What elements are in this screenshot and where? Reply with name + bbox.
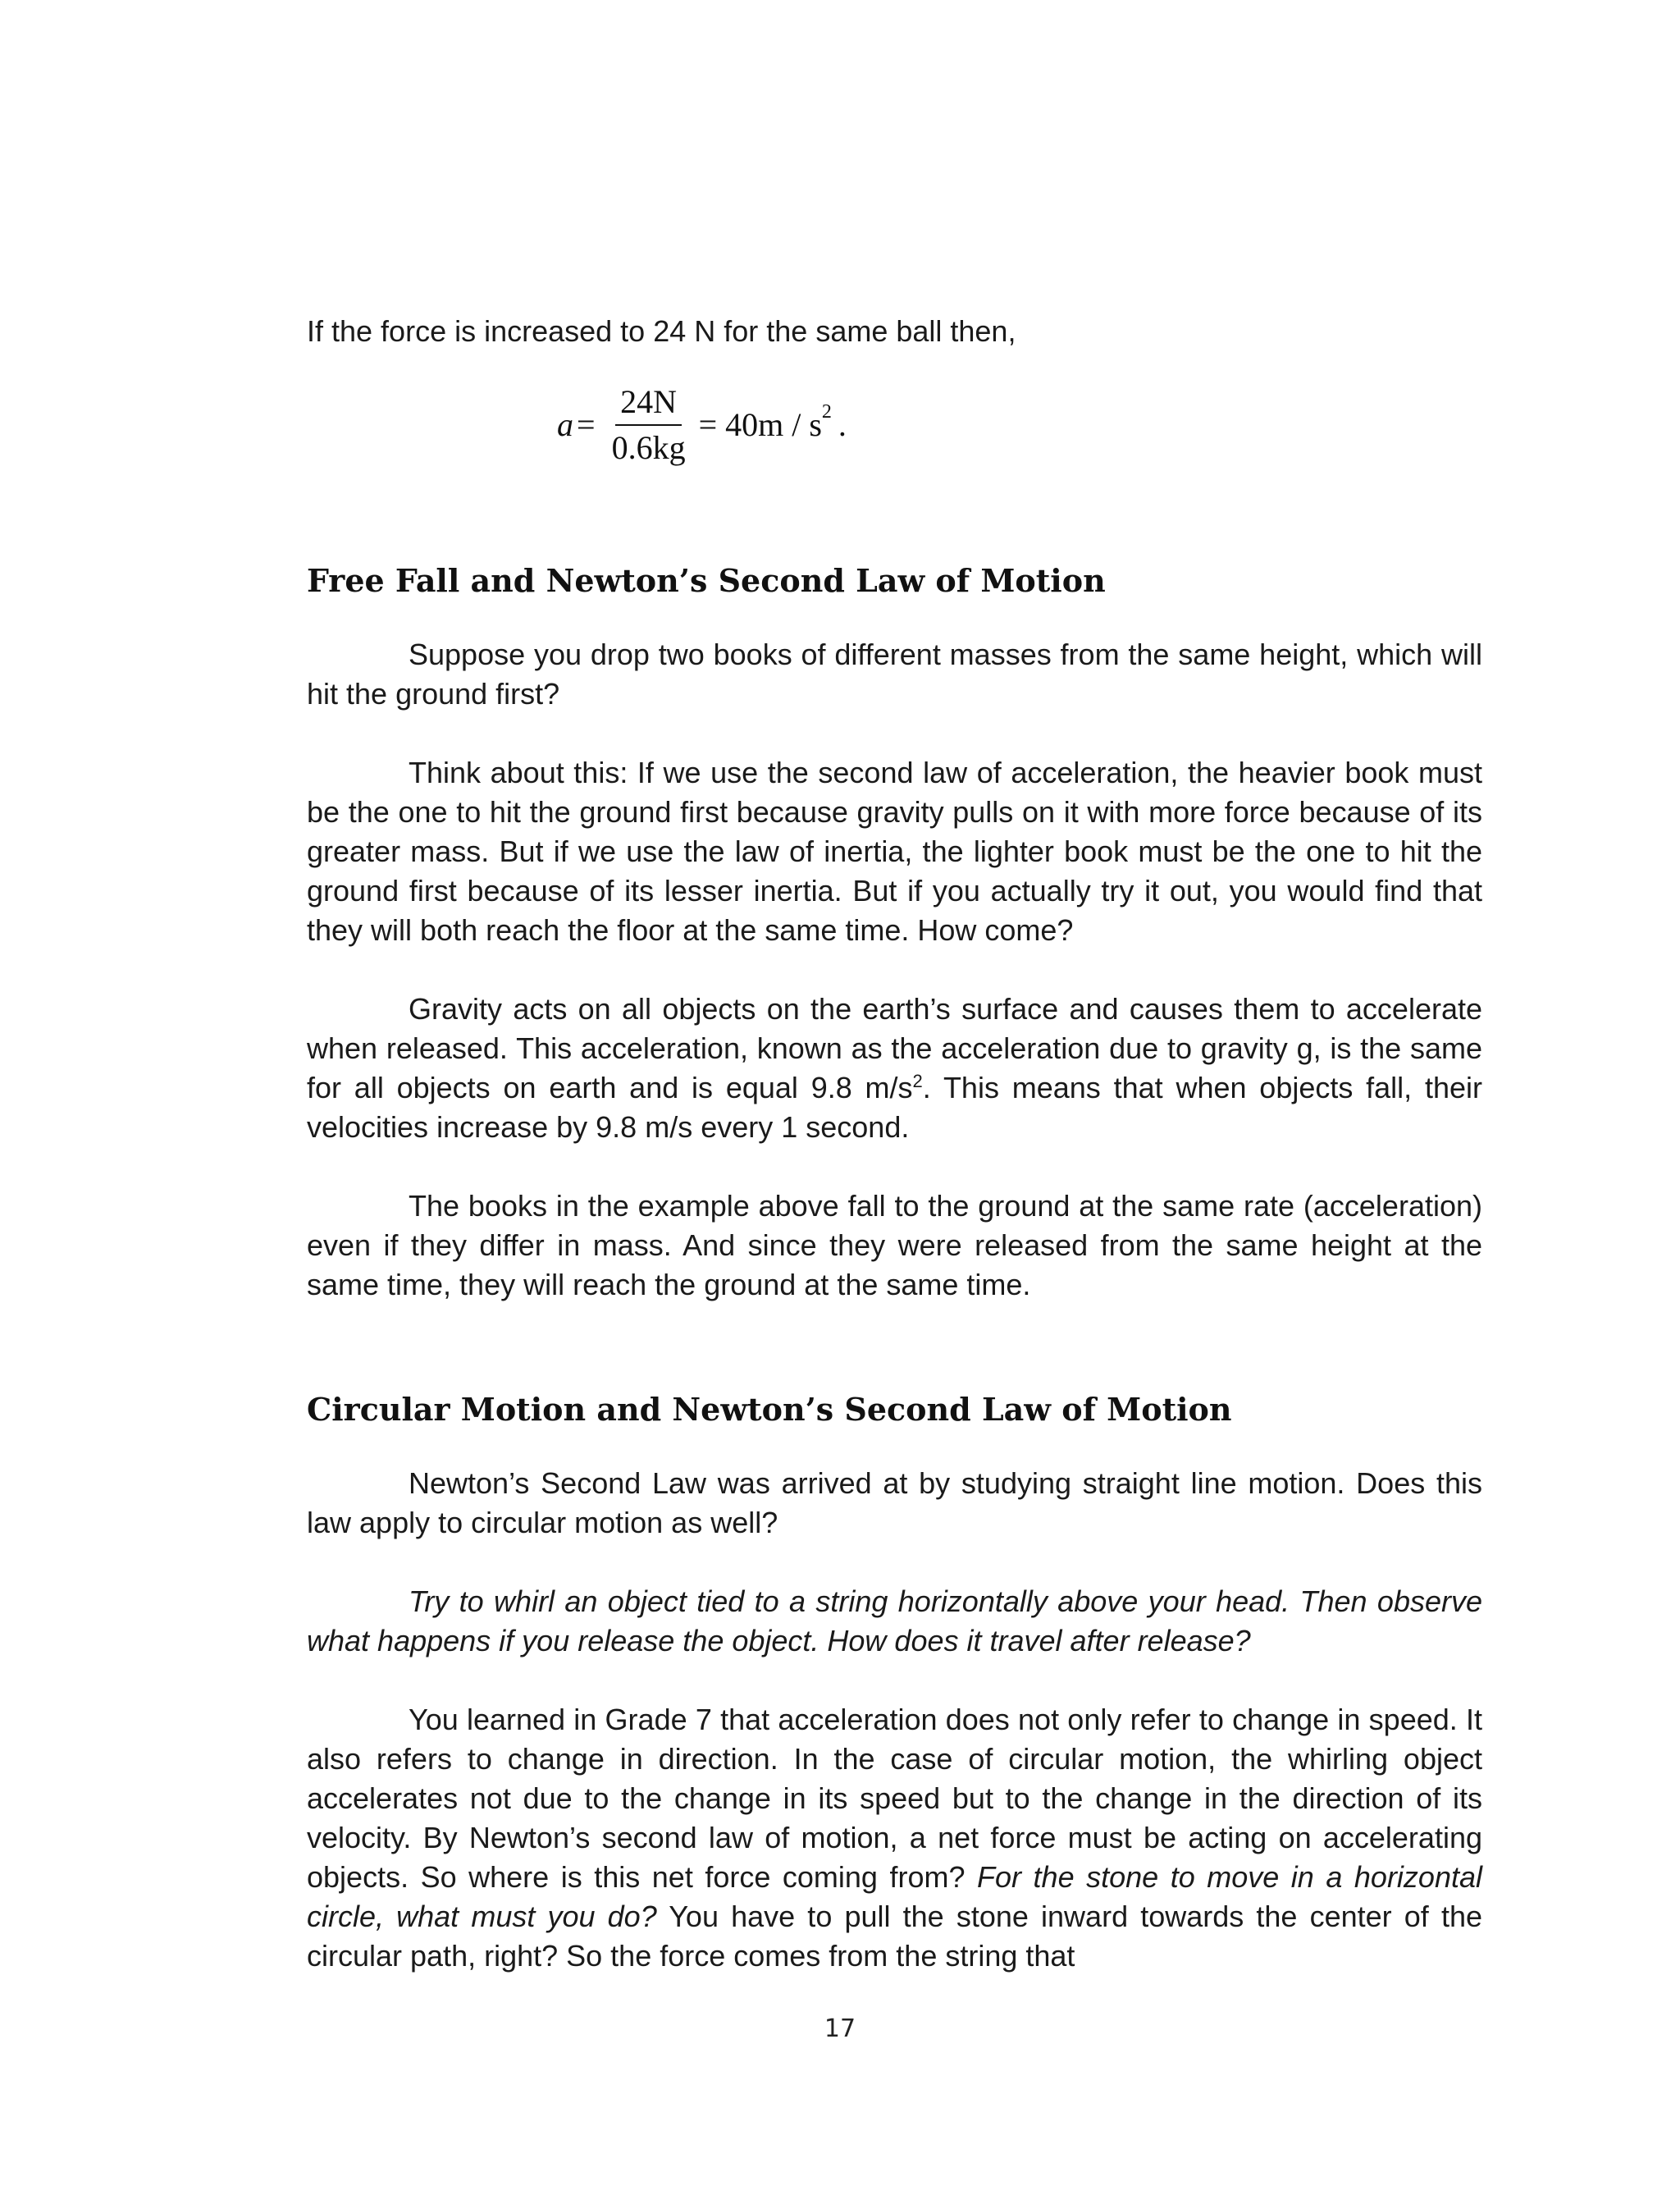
equation-exponent: 2 (821, 401, 832, 423)
equation-numerator: 24N (615, 383, 682, 426)
circular-paragraph-3-c: You have to pull the stone inward towards the center of the circular path, right? So the force comes from the string that (307, 1900, 1482, 1973)
equation-end: . (838, 406, 847, 443)
circular-paragraph-3-a: You learned in Grade 7 that acceleration does not only refer to change in speed. It also refers to change in direction. In the case of circular motion, the whirling object accelerates not due to the change in its speed but to the change in the direction of its velocity. By Newton’s second law of motion, a net force must be acting on accelerating objects. So where is this net force coming from? (307, 1703, 1516, 1894)
circular-paragraph-3 (307, 1700, 1516, 1976)
free-fall-paragraph-2: Think about this: If we use the second law of acceleration, the heavier book must be the one to hit the ground first because gravity pulls on it with more force because of its greater mass. But if we use the law of inertia, the lighter book must be the one to hit the ground first because of its lesser inertia. But if you actually try it out, you would find that they will both reach the floor at the same time. How come? (307, 756, 1482, 947)
superscript-2: 2 (912, 1071, 923, 1091)
heading-circular-motion: Circular Motion and Newton’s Second Law of Motion (307, 1391, 1232, 1428)
equation-result: = 40m / s (698, 406, 822, 443)
page-number: 17 (824, 2014, 856, 2043)
free-fall-paragraph-3-end: . This means that when objects fall, their velocities increase by 9.8 m/s every 1 second. (307, 1071, 1483, 1144)
equation-equals: = (577, 406, 596, 443)
free-fall-paragraph-3-text: Gravity acts on all objects on the earth’s surface and causes them to accelerate when released. This acceleration, known as the acceleration due to gravity g, is the same for all objects on earth and is equal 9.8 m/s (307, 992, 1482, 1104)
circular-paragraph-3-question: For the stone to move in a horizontal circle, what must you do? (307, 1860, 1482, 1933)
acceleration-equation (557, 384, 1482, 466)
circular-activity-prompt: Try to whirl an object tied to a string horizontally above your head. Then observe what happens if you release the object. How does it travel after release? (307, 1584, 1482, 1657)
equation-fraction (607, 383, 691, 467)
free-fall-paragraph-3 (307, 990, 1482, 1147)
intro-text: If the force is increased to 24 N for the same ball then, (307, 314, 1016, 348)
free-fall-paragraph-1: Suppose you drop two books of different masses from the same height, which will hit the ground first? (307, 638, 1482, 711)
circular-paragraph-1: Newton’s Second Law was arrived at by studying straight line motion. Does this law apply to circular motion as well? (307, 1466, 1482, 1539)
equation-lhs: a (557, 406, 573, 443)
equation-denominator: 0.6kg (611, 429, 686, 466)
free-fall-paragraph-4: The books in the example above fall to the ground at the same rate (acceleration) even if they differ in mass. And since they were released from the same height at the same time, they will reach the ground at the same time. (307, 1189, 1482, 1301)
page-content (307, 312, 1516, 1976)
heading-free-fall: Free Fall and Newton’s Second Law of Motion (307, 562, 1106, 599)
